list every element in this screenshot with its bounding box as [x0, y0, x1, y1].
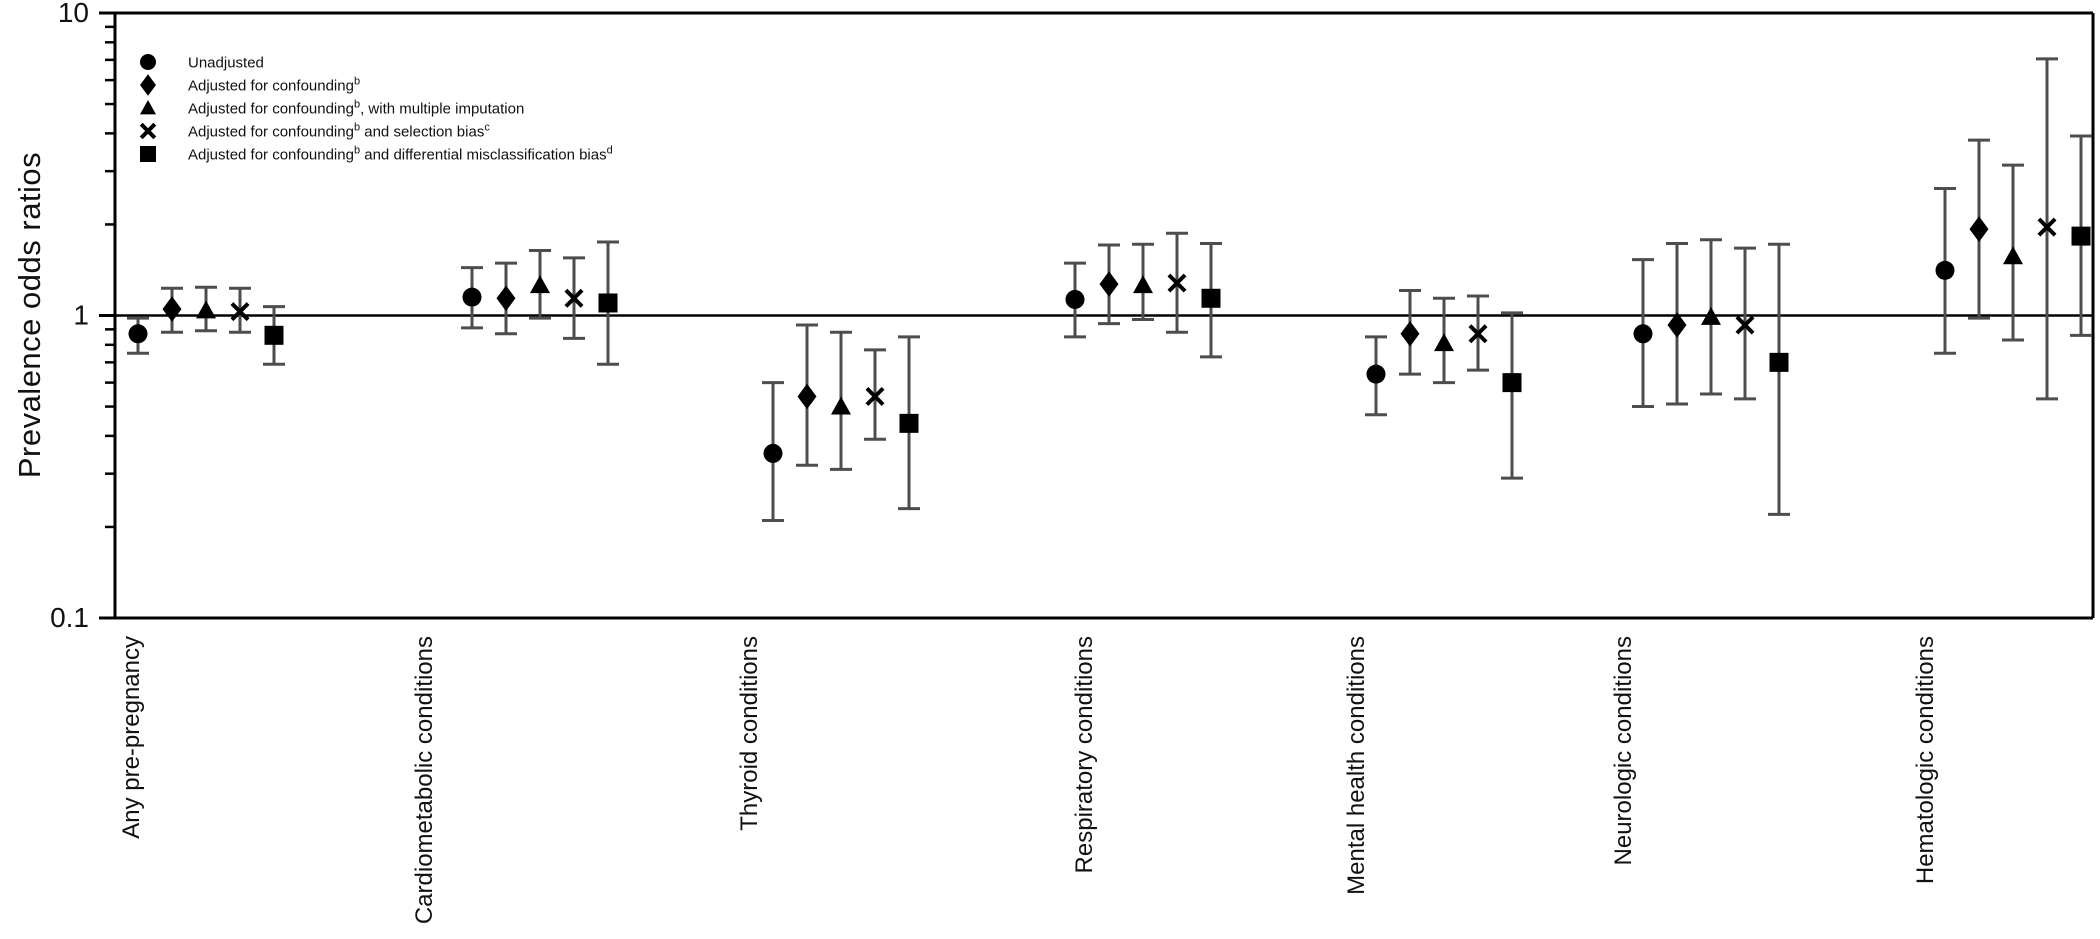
x-category-label: Cardiometabolic conditions — [411, 636, 438, 925]
data-point-square — [599, 293, 618, 312]
legend-entry-label: Adjusted for confounding$^b$ and selection bias$^c$ — [188, 121, 490, 141]
data-point-circle — [1634, 324, 1653, 343]
data-point-diamond — [798, 384, 817, 410]
legend-circle-icon — [140, 54, 156, 70]
data-point-triangle — [530, 275, 550, 293]
data-point-square — [1770, 353, 1789, 372]
x-category-label: Neurologic conditions — [1610, 636, 1637, 866]
y-tick-label: 10 — [57, 0, 89, 28]
data-point-diamond — [497, 285, 516, 311]
legend-entry-label: Adjusted for confounding$^b$, with multiple imputation — [188, 98, 525, 118]
legend-entry-label: Adjusted for confounding$^b$ — [188, 75, 361, 95]
x-category-label: Any pre-pregnancy — [118, 636, 145, 839]
data-point-circle — [463, 288, 482, 307]
legend-square-icon — [140, 146, 156, 162]
x-category-label: Respiratory conditions — [1071, 636, 1098, 874]
x-category-label: Thyroid conditions — [736, 636, 763, 831]
data-point-circle — [764, 444, 783, 463]
data-point-triangle — [2003, 246, 2023, 264]
data-point-square — [265, 326, 284, 345]
data-point-square — [2072, 227, 2091, 246]
data-point-circle — [1066, 290, 1085, 309]
y-tick-label: 1 — [73, 299, 89, 331]
data-point-circle — [1367, 365, 1386, 384]
legend-entry-label: Unadjusted — [188, 54, 264, 72]
data-point-diamond — [163, 296, 182, 322]
data-point-triangle — [831, 397, 851, 415]
data-point-square — [900, 414, 919, 433]
data-point-square — [1503, 373, 1522, 392]
y-tick-label: 0.1 — [50, 602, 89, 633]
data-point-diamond — [1970, 216, 1989, 242]
data-point-circle — [1936, 261, 1955, 280]
data-point-triangle — [1133, 275, 1153, 293]
y-axis-title: Prevalence odds ratios — [12, 151, 47, 479]
data-point-circle — [129, 324, 148, 343]
x-category-label: Hematologic conditions — [1912, 636, 1939, 885]
legend-entry-label: Adjusted for confounding$^b$ and differential misclassification bias$^d$ — [188, 144, 613, 164]
data-point-diamond — [1100, 271, 1119, 297]
data-point-triangle — [1434, 333, 1454, 351]
data-point-diamond — [1401, 321, 1420, 347]
x-category-label: Mental health conditions — [1343, 636, 1370, 895]
data-point-triangle — [196, 300, 216, 318]
legend-triangle-icon — [140, 100, 156, 114]
data-point-square — [1202, 289, 1221, 308]
legend-diamond-icon — [140, 74, 156, 96]
